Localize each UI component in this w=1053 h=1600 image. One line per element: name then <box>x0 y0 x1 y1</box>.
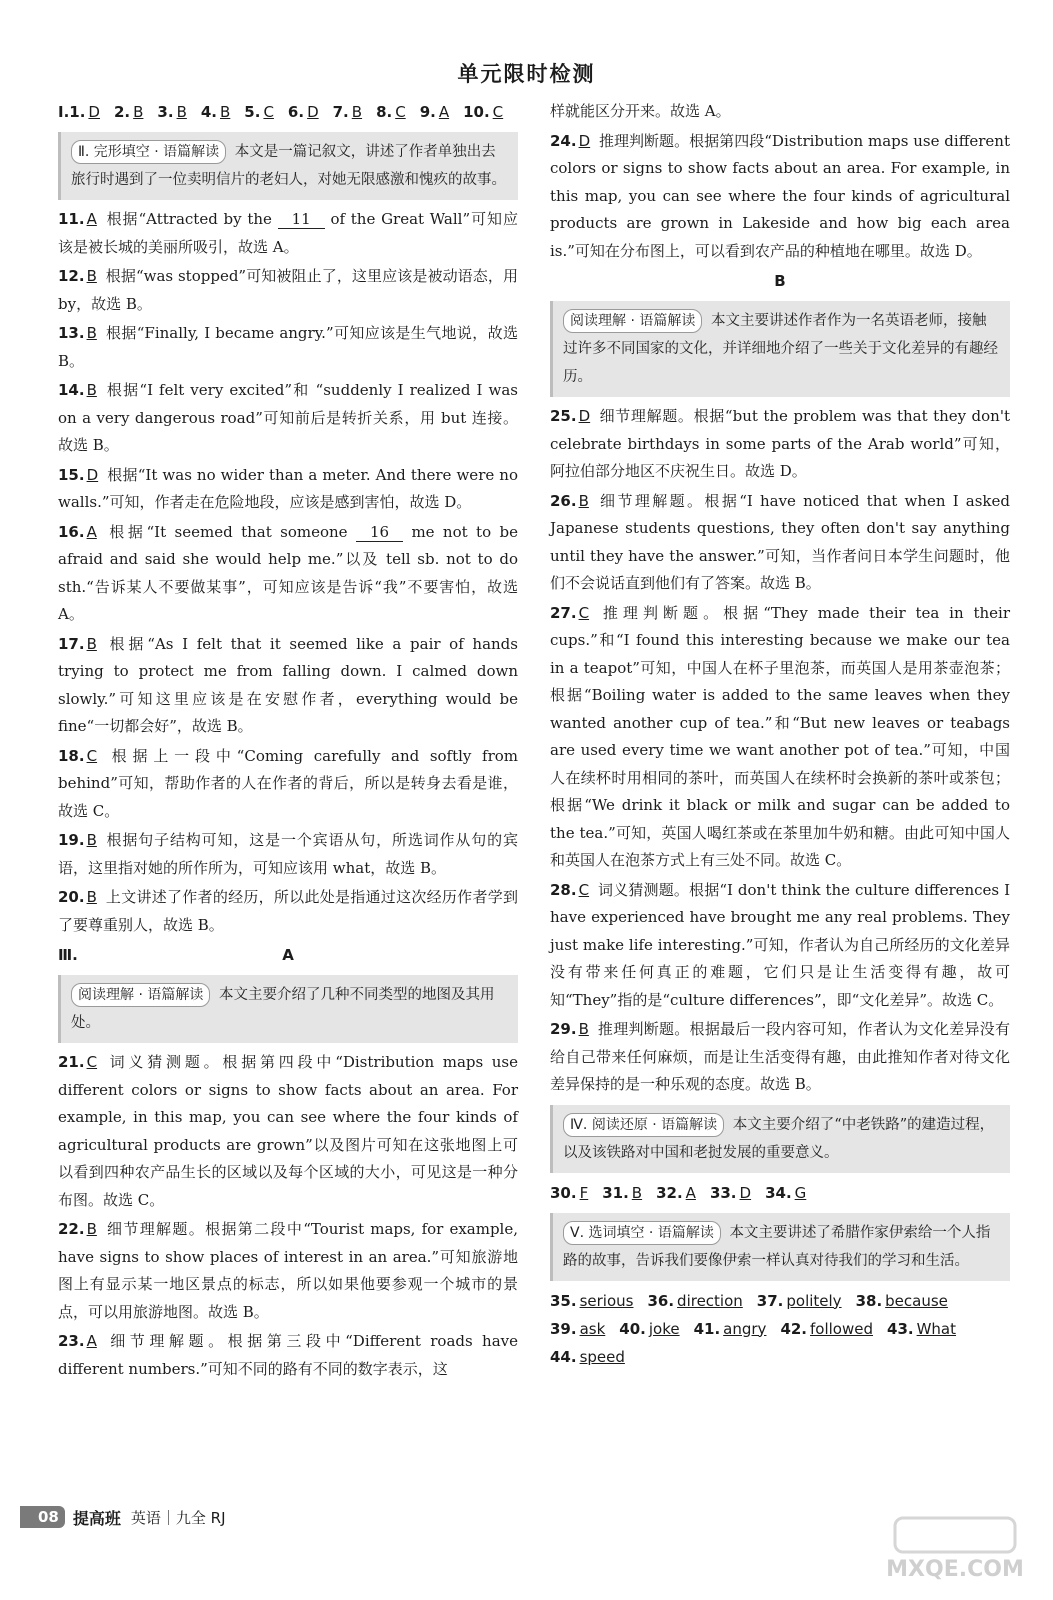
right-column <box>550 98 1010 1371</box>
section-iii-heading <box>58 941 518 969</box>
explanation-text: 上文讲述了作者的经历，所以此处是指通过这次经历作者学到了要尊重别人，故选 B。 <box>58 888 518 934</box>
answer-line-iv <box>550 1179 1010 1207</box>
question-number: 41. <box>693 1319 721 1338</box>
answer-letter: B <box>86 831 97 849</box>
answer-value: B <box>220 103 231 121</box>
explanation-text: 细节理解题。根据“but the problem was that they don't celebrate birthdays in some parts of the Arab world”可知，阿拉伯部分地区不庆祝生日。故选 D。 <box>550 407 1010 480</box>
answer-12 <box>58 263 518 318</box>
answer-value: politely <box>786 1291 842 1310</box>
question-number: 6. <box>287 103 305 121</box>
answer-letter: D <box>86 465 99 484</box>
page-title: 单元限时检测 <box>457 62 596 86</box>
question-number: 3. <box>157 103 174 121</box>
question-number: 13. <box>58 324 85 342</box>
question-number: 15. <box>58 465 85 484</box>
answer-value: speed <box>579 1347 625 1366</box>
question-number: 31. <box>602 1183 629 1202</box>
answer-value: G <box>794 1183 807 1202</box>
question-number: 40. <box>619 1319 646 1338</box>
summary-box-iv <box>550 1105 1010 1173</box>
answer-letter: B <box>86 1220 97 1238</box>
answer-letter: B <box>86 634 97 653</box>
summary-text: 本文主要讲述了希腊作家伊索给一个人指路的故事，告诉我们要像伊索一样认真对待我们的学习和生活。 <box>563 1224 991 1269</box>
answer-value: direction <box>677 1291 743 1310</box>
summary-text: 本文主要介绍了“中老铁路”的建造过程，以及该铁路对中国和老挝发展的重要意义。 <box>563 1116 995 1161</box>
summary-box-b <box>550 301 1010 397</box>
explanation-text: 根据上一段中“Coming carefully and softly from behind”可知，帮助作者的人在作者的背后，所以是转身去看是谁，故选 C。 <box>58 746 518 820</box>
watermark-text: MXQE.COM <box>886 1557 1024 1582</box>
answer-25 <box>550 403 1010 486</box>
answer-value: C <box>263 103 274 121</box>
answer-item <box>550 1315 605 1343</box>
answer-letter: B <box>86 267 97 285</box>
answer-value: C <box>395 103 406 121</box>
explanation-text: of the Great Wall”可知应该是被长城的美丽所吸引，故选 A。 <box>58 210 518 256</box>
answer-letter: B <box>578 1020 589 1038</box>
section-tag: 阅读理解 · 语篇解读 <box>563 309 702 333</box>
summary-text: 本文主要介绍了几种不同类型的地图及其用处。 <box>71 987 495 1031</box>
subject-label: 英语｜九全 RJ <box>130 1508 226 1527</box>
explanation-text: 细节理解题。根据“I have noticed that when I asked Japanese students questions, they often don't say anything until they have the answer.”可知，当作者问日本学生问题时，他们不会说话直到他们有了答案。故选 B。 <box>550 491 1010 592</box>
question-number: 23. <box>58 1332 85 1350</box>
answer-letter: B <box>578 491 589 510</box>
answer-11 <box>58 206 518 261</box>
answer-29 <box>550 1016 1010 1099</box>
answer-27 <box>550 600 1010 875</box>
question-number: 12. <box>58 267 85 285</box>
summary-box-a <box>58 975 518 1043</box>
answer-15 <box>58 462 518 517</box>
explanation-text: 样就能区分开来。故选 A。 <box>550 102 731 120</box>
answer-line-i <box>58 98 518 126</box>
explanation-text: me not to be afraid and said she would help me.”以及 tell sb. not to do sth.“告诉某人不要做某事”，可知应该是告诉“我”不要害怕，故选 A。 <box>58 522 518 623</box>
question-number: 25. <box>550 407 577 425</box>
answer-28 <box>550 877 1010 1015</box>
summary-text: 本文主要讲述作者作为一名英语老师，接触过许多不同国家的文化，并详细地介绍了一些关于文化差异的有趣经历。 <box>563 313 998 385</box>
answer-letter: B <box>86 324 97 342</box>
question-number: 34. <box>765 1183 792 1202</box>
answer-value: What <box>916 1319 957 1338</box>
answer-item <box>647 1287 742 1315</box>
book-title: 提高班 <box>72 1508 121 1528</box>
explanation-text: 根据“As I felt that it seemed like a pair of hands trying to protect me from falling down. I calmed down slowly.”可知这里应该是在安慰作者，everything would be fine“一切都会好”，故选 B。 <box>58 634 518 735</box>
answer-14 <box>58 377 518 460</box>
question-number: 21. <box>58 1053 85 1071</box>
passage-label: A <box>282 946 294 964</box>
answer-item <box>288 98 319 126</box>
answer-item <box>765 1179 806 1207</box>
answer-letter: A <box>86 1332 97 1350</box>
question-number: 8. <box>376 103 393 121</box>
answer-value: because <box>885 1291 948 1310</box>
explanation-text: 根据“I felt very excited”和 “suddenly I realized I was on a very dangerous road”可知前后是转折关系，用 but 连接。故选 B。 <box>58 381 518 454</box>
answer-letter: C <box>86 746 98 765</box>
explanation-text: 词义猜测题。根据“I don't think the culture differences I have experienced have brought me any real problems. They just make life interesting.”可知，作者认为自己所经历的文化差异没有带来任何真正的难题，它们只是让生活变得有趣，故可知“They”指的是“culture differences”，即“文化差异”。故选 C。 <box>550 880 1010 1009</box>
explanation-text: 细节理解题。根据第二段中“Tourist maps, for example, have signs to show places of interest in an area.”可知旅游地图上有显示某一地区景点的标志，所以如果他要参观一个城市的景点，可以用旅游地图。故选 B。 <box>58 1220 518 1321</box>
answer-item <box>710 1179 751 1207</box>
explanation-text: 根据“Finally, I became angry.”可知应该是生气地说，故选 B。 <box>58 324 518 370</box>
question-number: 33. <box>709 1183 737 1202</box>
summary-box-v <box>550 1213 1010 1281</box>
summary-box-ii <box>58 132 518 200</box>
question-number: 9. <box>419 103 436 121</box>
question-number: 26. <box>550 491 577 510</box>
answer-item <box>619 1315 679 1343</box>
answer-value: F <box>579 1183 589 1202</box>
answer-item <box>550 1343 625 1371</box>
answer-value: serious <box>579 1291 634 1310</box>
question-number: 36. <box>647 1291 675 1310</box>
answer-letter: D <box>578 407 591 425</box>
answer-value: D <box>739 1183 752 1202</box>
answer-item <box>887 1315 956 1343</box>
answer-21 <box>58 1049 518 1214</box>
answer-item <box>376 98 406 126</box>
answer-13 <box>58 320 518 375</box>
answer-item <box>602 1179 642 1207</box>
question-number: 27. <box>550 603 577 622</box>
explanation-text: 根据“was stopped”可知被阻止了，这里应该是被动语态，用 by，故选 B。 <box>58 267 518 313</box>
answer-item <box>463 98 503 126</box>
explanation-text: 根据“It was no wider than a meter. And there were no walls.”可知，作者走在危险地段，应该是感到害怕，故选 D。 <box>58 465 518 511</box>
question-number: 14. <box>58 381 85 399</box>
answer-value: B <box>176 103 187 121</box>
answer-value: ask <box>579 1319 606 1338</box>
question-number: 42. <box>780 1319 808 1338</box>
answer-23 <box>58 1328 518 1383</box>
question-number: 11. <box>58 210 85 228</box>
answer-19 <box>58 827 518 882</box>
answer-value: B <box>631 1183 643 1202</box>
explanation-text: 根据句子结构可知，这是一个宾语从句，所选词作从句的宾语，这里指对她的所作所为，可知应该用 what，故选 B。 <box>58 831 518 877</box>
answer-letter: B <box>86 888 97 906</box>
explanation-text: 推理判断题。根据“They made their tea in their cups.”和“I found this interesting because we make our tea in a teapot”可知，中国人在杯子里泡茶，而英国人是用茶壶泡茶；根据“Boiling water is added to the same leaves when they wanted another cup of tea.”和“But new leaves or teabags are used every time we want another pot of tea.”可知，中国人在续杯时用相同的茶叶，而英国人在续杯时会换新的茶叶或茶包；根据“We drink it black or milk and sugar can be added to the tea.”可知，英国人喝红茶或在茶里加牛奶和糖。由此可知中国人和英国人在泡茶方式上有三处不同。故选 C。 <box>550 603 1010 869</box>
answer-16 <box>58 519 518 629</box>
answer-letter: C <box>578 603 590 622</box>
page-footer <box>20 1504 226 1530</box>
explanation-text: 推理判断题。根据最后一段内容可知，作者认为文化差异没有给自己带来任何麻烦，而是让生活变得有趣，由此推知作者对待文化差异保持的是一种乐观的态度。故选 B。 <box>550 1020 1010 1093</box>
section-tag: 阅读理解 · 语篇解读 <box>71 983 210 1007</box>
page-number: 08 <box>20 1506 65 1528</box>
explanation-text: 词义猜测题。根据第四段中“Distribution maps use different colors or signs to show facts about an area. For example, in this map, you can see where the four kinds of agricultural products are grown”以及图片可知在这张地图上可以看到四种农产品生长的区域以及每个区域的大小，可见这是一种分布图。故选 C。 <box>58 1053 518 1209</box>
answer-value: B <box>351 103 363 121</box>
answer-value: angry <box>723 1319 767 1338</box>
question-number: 20. <box>58 888 85 906</box>
question-number: 32. <box>656 1183 683 1202</box>
answer-22 <box>58 1216 518 1326</box>
question-number: 16. <box>58 522 85 541</box>
answer-letter: C <box>86 1053 98 1071</box>
question-number: 38. <box>855 1291 883 1310</box>
question-number: Ⅰ.1. <box>58 103 86 121</box>
answer-value: C <box>492 103 504 121</box>
answer-item <box>58 98 100 126</box>
answer-letter: B <box>86 381 97 399</box>
question-number: 4. <box>200 103 217 121</box>
answer-23-continued <box>550 98 1010 126</box>
answer-item <box>550 1179 588 1207</box>
answer-value: A <box>438 103 450 121</box>
section-tag: Ⅳ. 阅读还原 · 语篇解读 <box>563 1113 724 1137</box>
explanation-text: 根据“Attracted by the <box>106 210 272 228</box>
question-number: 29. <box>550 1020 577 1038</box>
answer-value: joke <box>648 1319 680 1338</box>
answer-item <box>244 98 274 126</box>
answer-value: B <box>133 103 144 121</box>
answer-letter: A <box>86 210 97 228</box>
blank-number: 11 <box>278 210 325 229</box>
explanation-text: 推理判断题。根据第四段“Distribution maps use different colors or signs to show facts about an area. For example, in this map, you can see where the four kinds of agricultural products are grown in Lakeside and how big each area is.”可知在分布图上，可以看到农产品的种植地在哪里。故选 D。 <box>550 131 1010 260</box>
answer-line-v <box>550 1287 1010 1371</box>
answer-value: followed <box>810 1319 874 1338</box>
answer-item <box>757 1287 842 1315</box>
question-number: 2. <box>113 103 131 121</box>
question-number: 24. <box>550 131 577 150</box>
answer-item <box>656 1179 696 1207</box>
answer-letter: D <box>578 131 591 150</box>
answer-26 <box>550 488 1010 598</box>
passage-label-b: B <box>774 272 786 290</box>
answer-item <box>780 1315 873 1343</box>
question-number: 19. <box>58 831 85 849</box>
question-number: 22. <box>58 1220 85 1238</box>
answer-17 <box>58 631 518 741</box>
question-number: 17. <box>58 634 85 653</box>
answer-item <box>856 1287 948 1315</box>
section-tag: Ⅱ. 完形填空 · 语篇解读 <box>71 140 226 164</box>
question-number: 37. <box>756 1291 784 1310</box>
question-number: 10. <box>463 103 490 121</box>
answer-item <box>550 1287 633 1315</box>
answer-letter: A <box>86 522 97 541</box>
blank-number: 16 <box>356 523 403 542</box>
question-number: 28. <box>550 880 577 899</box>
explanation-text: 根据“It seemed that someone <box>109 522 348 541</box>
answer-18 <box>58 743 518 826</box>
watermark-logo <box>875 1510 1035 1590</box>
answer-letter: C <box>578 880 590 899</box>
question-number: 35. <box>550 1291 577 1310</box>
answer-item <box>420 98 449 126</box>
question-number: 39. <box>550 1319 577 1338</box>
answer-value: A <box>685 1183 696 1202</box>
question-number: 44. <box>550 1347 577 1366</box>
section-tag: Ⅴ. 选词填空 · 语篇解读 <box>563 1221 721 1245</box>
answer-item <box>694 1315 767 1343</box>
answer-value: D <box>307 103 319 121</box>
answer-item <box>157 98 186 126</box>
answer-20 <box>58 884 518 939</box>
answer-item <box>114 98 143 126</box>
question-number: 43. <box>887 1319 914 1338</box>
answer-item <box>201 98 230 126</box>
question-number: 18. <box>58 746 85 765</box>
answer-24 <box>550 128 1010 266</box>
section-number: Ⅲ. <box>58 946 78 964</box>
left-column <box>58 98 518 1385</box>
answer-value: D <box>88 103 100 121</box>
question-number: 7. <box>332 103 349 121</box>
answer-item <box>333 98 362 126</box>
question-number: 5. <box>244 103 261 121</box>
question-number: 30. <box>550 1183 577 1202</box>
explanation-text: 细节理解题。根据第三段中“Different roads have different numbers.”可知不同的路有不同的数字表示，这 <box>58 1332 518 1378</box>
summary-text: 本文是一篇记叙文，讲述了作者单独出去旅行时遇到了一位卖明信片的老妇人，对她无限感激和愧疚的故事。 <box>71 144 506 188</box>
